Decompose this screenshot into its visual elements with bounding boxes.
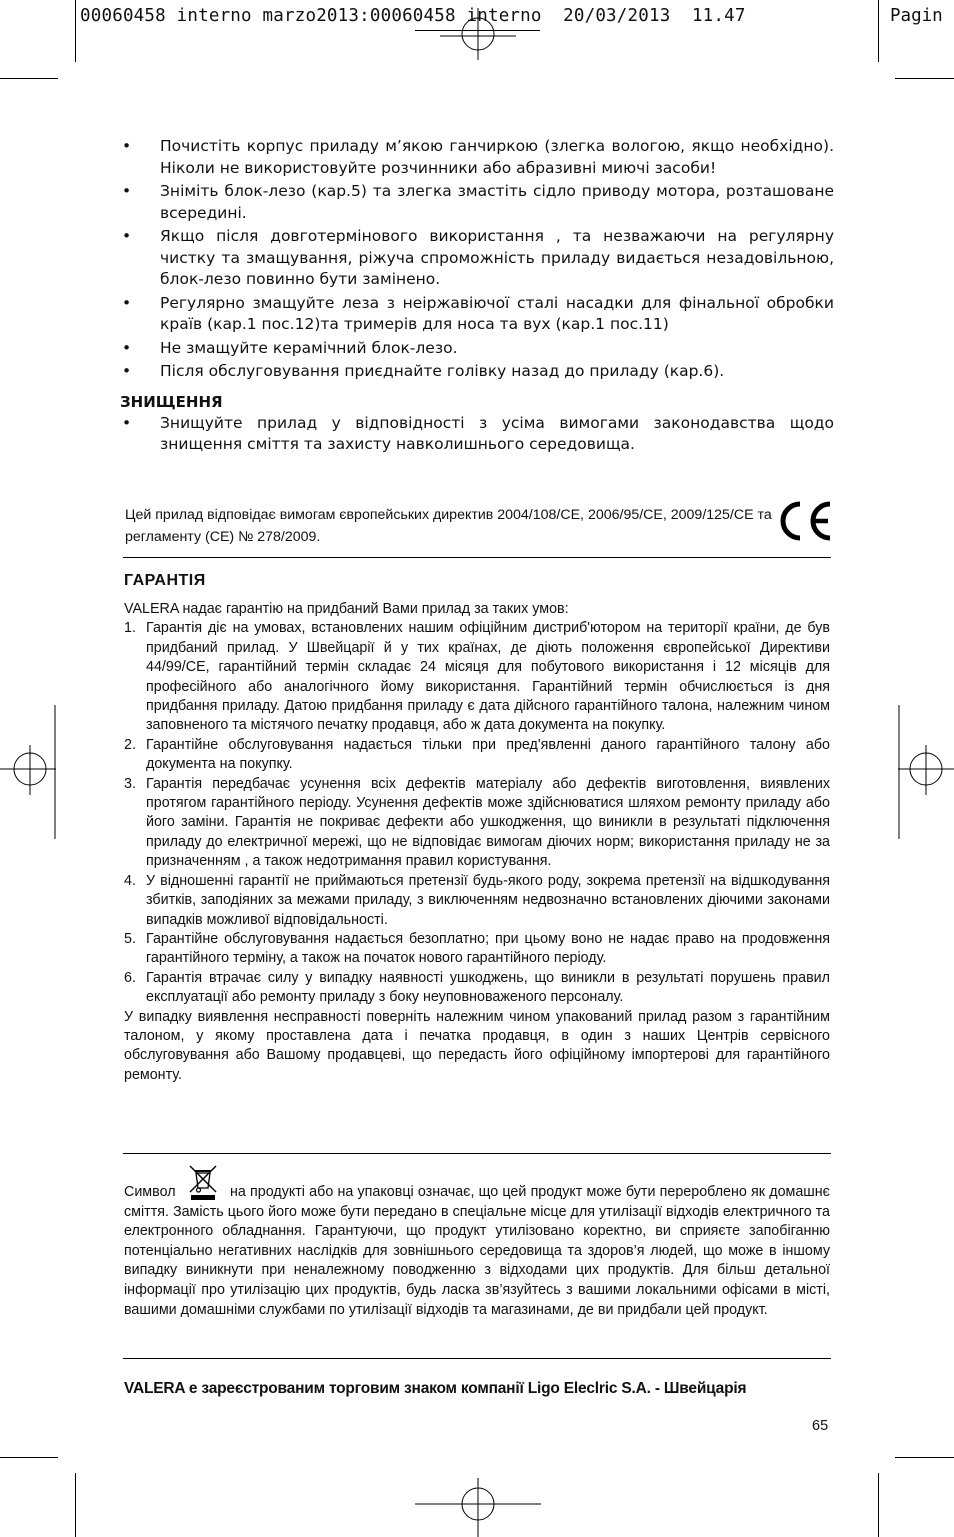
care-bullet: • Якщо після довготермінового використання , та незважаючи на регулярну чистку та змащування, ріжуча спроможність приладу видається незадовільною, блок-лезо повинно бути замінено. — [120, 226, 834, 291]
care-bullet: • Зніміть блок-лезо (кар.5) та злегка змастіть сідло приводу мотора, розташоване всередині. — [120, 181, 834, 224]
registration-mark-bottom — [415, 1478, 541, 1537]
term-number: 4. — [124, 872, 136, 889]
care-bullet: • Після обслуговування приєднайте голівку назад до приладу (кар.6). — [120, 361, 834, 383]
trademark-notice: VALERA е зареєстрованим торговим знаком компанії Ligo Eleclric S.A. - Швейцарія — [124, 1380, 747, 1397]
term-text: У відношенні гарантії не приймаються претензії будь-якого роду, зокрема претензії на відшкодування збитків, заподіяних за межами приладу, з виключенням недвозначно встановлених діючими законами випадків можливої відповідальності. — [146, 872, 830, 928]
term-text: Гарантійне обслуговування надається безоплатно; при цьому воно не надає право на продовження гарантійного терміну, а також на початок нового гарантійного періоду. — [146, 930, 830, 967]
warranty-term — [124, 736, 830, 775]
term-text: Гарантія передбачає усунення всіх дефектів матеріалу або дефектів виготовлення, виявлених протягом гарантійного періоду. Усунення дефектів може здійснюватися шляхом ремонту приладу або його заміни. Гарантія не покриває дефекти або ушкодження, що виникли в результаті підключення приладу до електричної мережі, що не відповідає вимогам діючих норм; використання приладу не за призначенням , а також недотримання правил користування. — [146, 775, 830, 870]
care-instructions — [120, 136, 834, 458]
term-number: 3. — [124, 775, 136, 792]
crop-mark — [75, 1473, 76, 1537]
warranty-closing: У випадку виявлення несправності поверніть належним чином упакований прилад разом з гарантійним талоном, у якому проставлена дата і печатка продавця, в один з наших Центрів сервісного обслуговування або Вашому продавцеві, що передасть його офіційному імпортерові для гарантійного ремонту. — [124, 1008, 830, 1083]
term-text: Гарантія діє на умовах, встановлених нашим офіційним дистриб'ютором на території країни, де був придбаний прилад. У Швейцарії й у тих країнах, де діють положення європейської Директиви 44/99/CE, гарантійний термін складає 24 місяця для побутового використання і 12 місяців для професійного або аналогічного йому використання. Гарантійний термін обчислюється із дня придбання приладу. Датою придбання приладу є дата дійсного гарантійного талона, належним чином заповненого та містячого печатку продавця, або ж дата документа на покупку. — [146, 620, 830, 734]
warranty-term — [124, 872, 830, 930]
crop-mark — [878, 0, 879, 62]
weee-text: на продукті або на упаковці означає, що цей продукт може бути перероблено як домашнє сміття. Замість цього його може бути передано в спеціальне місце для утилізації відходів електричного та електронного обладнання. Гарантуючи, що продукт утилізовано коректно, ви сприяєте запобіганню потенціально негативних наслідків для зовнішнього середовища та здоров’я людей, що може в іншому випадку виникнути при неналежному поводженню з відходами цих продуктів. Для більш детальної інформації про утилізацію цих продуктів, будь ласка зв’язуйтесь з вашими локальними офісами в місті, вашими домашніми службами по утилізації відходів та магазинами, де ви придбали цей продукт. — [124, 1184, 830, 1318]
warranty-term — [124, 969, 830, 1008]
warranty-term — [124, 930, 830, 969]
warranty-title: ГАРАНТІЯ — [124, 572, 206, 589]
crop-mark — [0, 78, 58, 79]
ce-mark-icon — [778, 500, 834, 542]
disposal-heading: ЗНИЩЕННЯ — [120, 392, 223, 411]
term-number: 6. — [124, 969, 136, 986]
term-number: 1. — [124, 620, 136, 637]
ce-compliance-text: Цей прилад відповідає вимогам європейських директив 2004/108/CE, 2006/95/CE, 2009/125/CE та регламенту (CE) № 278/2009. — [125, 507, 772, 545]
crop-mark — [878, 1473, 879, 1537]
warranty-term — [124, 619, 830, 735]
divider — [123, 557, 831, 558]
warranty-terms — [124, 619, 830, 1007]
crop-mark — [895, 78, 954, 79]
warranty-term — [124, 775, 830, 872]
crop-mark — [0, 1457, 58, 1458]
care-bullet: • Регулярно змащуйте леза з неіржавіючої сталі насадки для фінальної обробки країв (кар.1 пос.12)та тримерів для носа та вух (кар.1 пос.11) — [120, 293, 834, 336]
term-number: 2. — [124, 736, 136, 753]
care-bullet: • Почистіть корпус приладу м’якою ганчиркою (злегка вологою, якщо необхідно). Ніколи не використовуйте розчинники або абразивні миючі засоби! — [120, 136, 834, 179]
registration-mark-top — [440, 8, 516, 60]
care-bullet: • Не змащуйте керамічний блок-лезо. — [120, 338, 834, 360]
print-slug-page: Pagin — [890, 6, 943, 26]
term-number: 5. — [124, 930, 136, 947]
warranty-body — [124, 600, 830, 1085]
term-text: Гарантія втрачає силу у випадку наявності ушкоджень, що виникли в результаті порушень правил експлуатації або ремонту приладу з боку неуповноваженого персоналу. — [146, 969, 830, 1006]
weee-notice — [124, 1164, 830, 1320]
term-text: Гарантійне обслуговування надається тільки при пред'явленні даного гарантійного талону або документа на покупку. — [146, 736, 830, 773]
crop-mark — [75, 0, 76, 62]
print-slug: 00060458 interno marzo2013:00060458 interno 20/03/2013 11.47 — [80, 6, 746, 26]
registration-mark-right — [898, 705, 954, 839]
crop-mark — [895, 1457, 954, 1458]
registration-mark-left — [0, 705, 56, 839]
weee-prefix: Символ — [124, 1184, 176, 1200]
page-number: 65 — [812, 1418, 829, 1434]
divider — [123, 1358, 831, 1359]
disposal-bullet: • Знищуйте прилад у відповідності з усіма вимогами законодавства щодо знищення сміття та захисту навколишнього середовища. — [120, 413, 834, 456]
crossed-out-wheelie-bin-icon — [186, 1164, 220, 1202]
warranty-intro: VALERA надає гарантію на придбаний Вами прилад за таких умов: — [124, 601, 569, 617]
divider — [123, 1153, 831, 1154]
